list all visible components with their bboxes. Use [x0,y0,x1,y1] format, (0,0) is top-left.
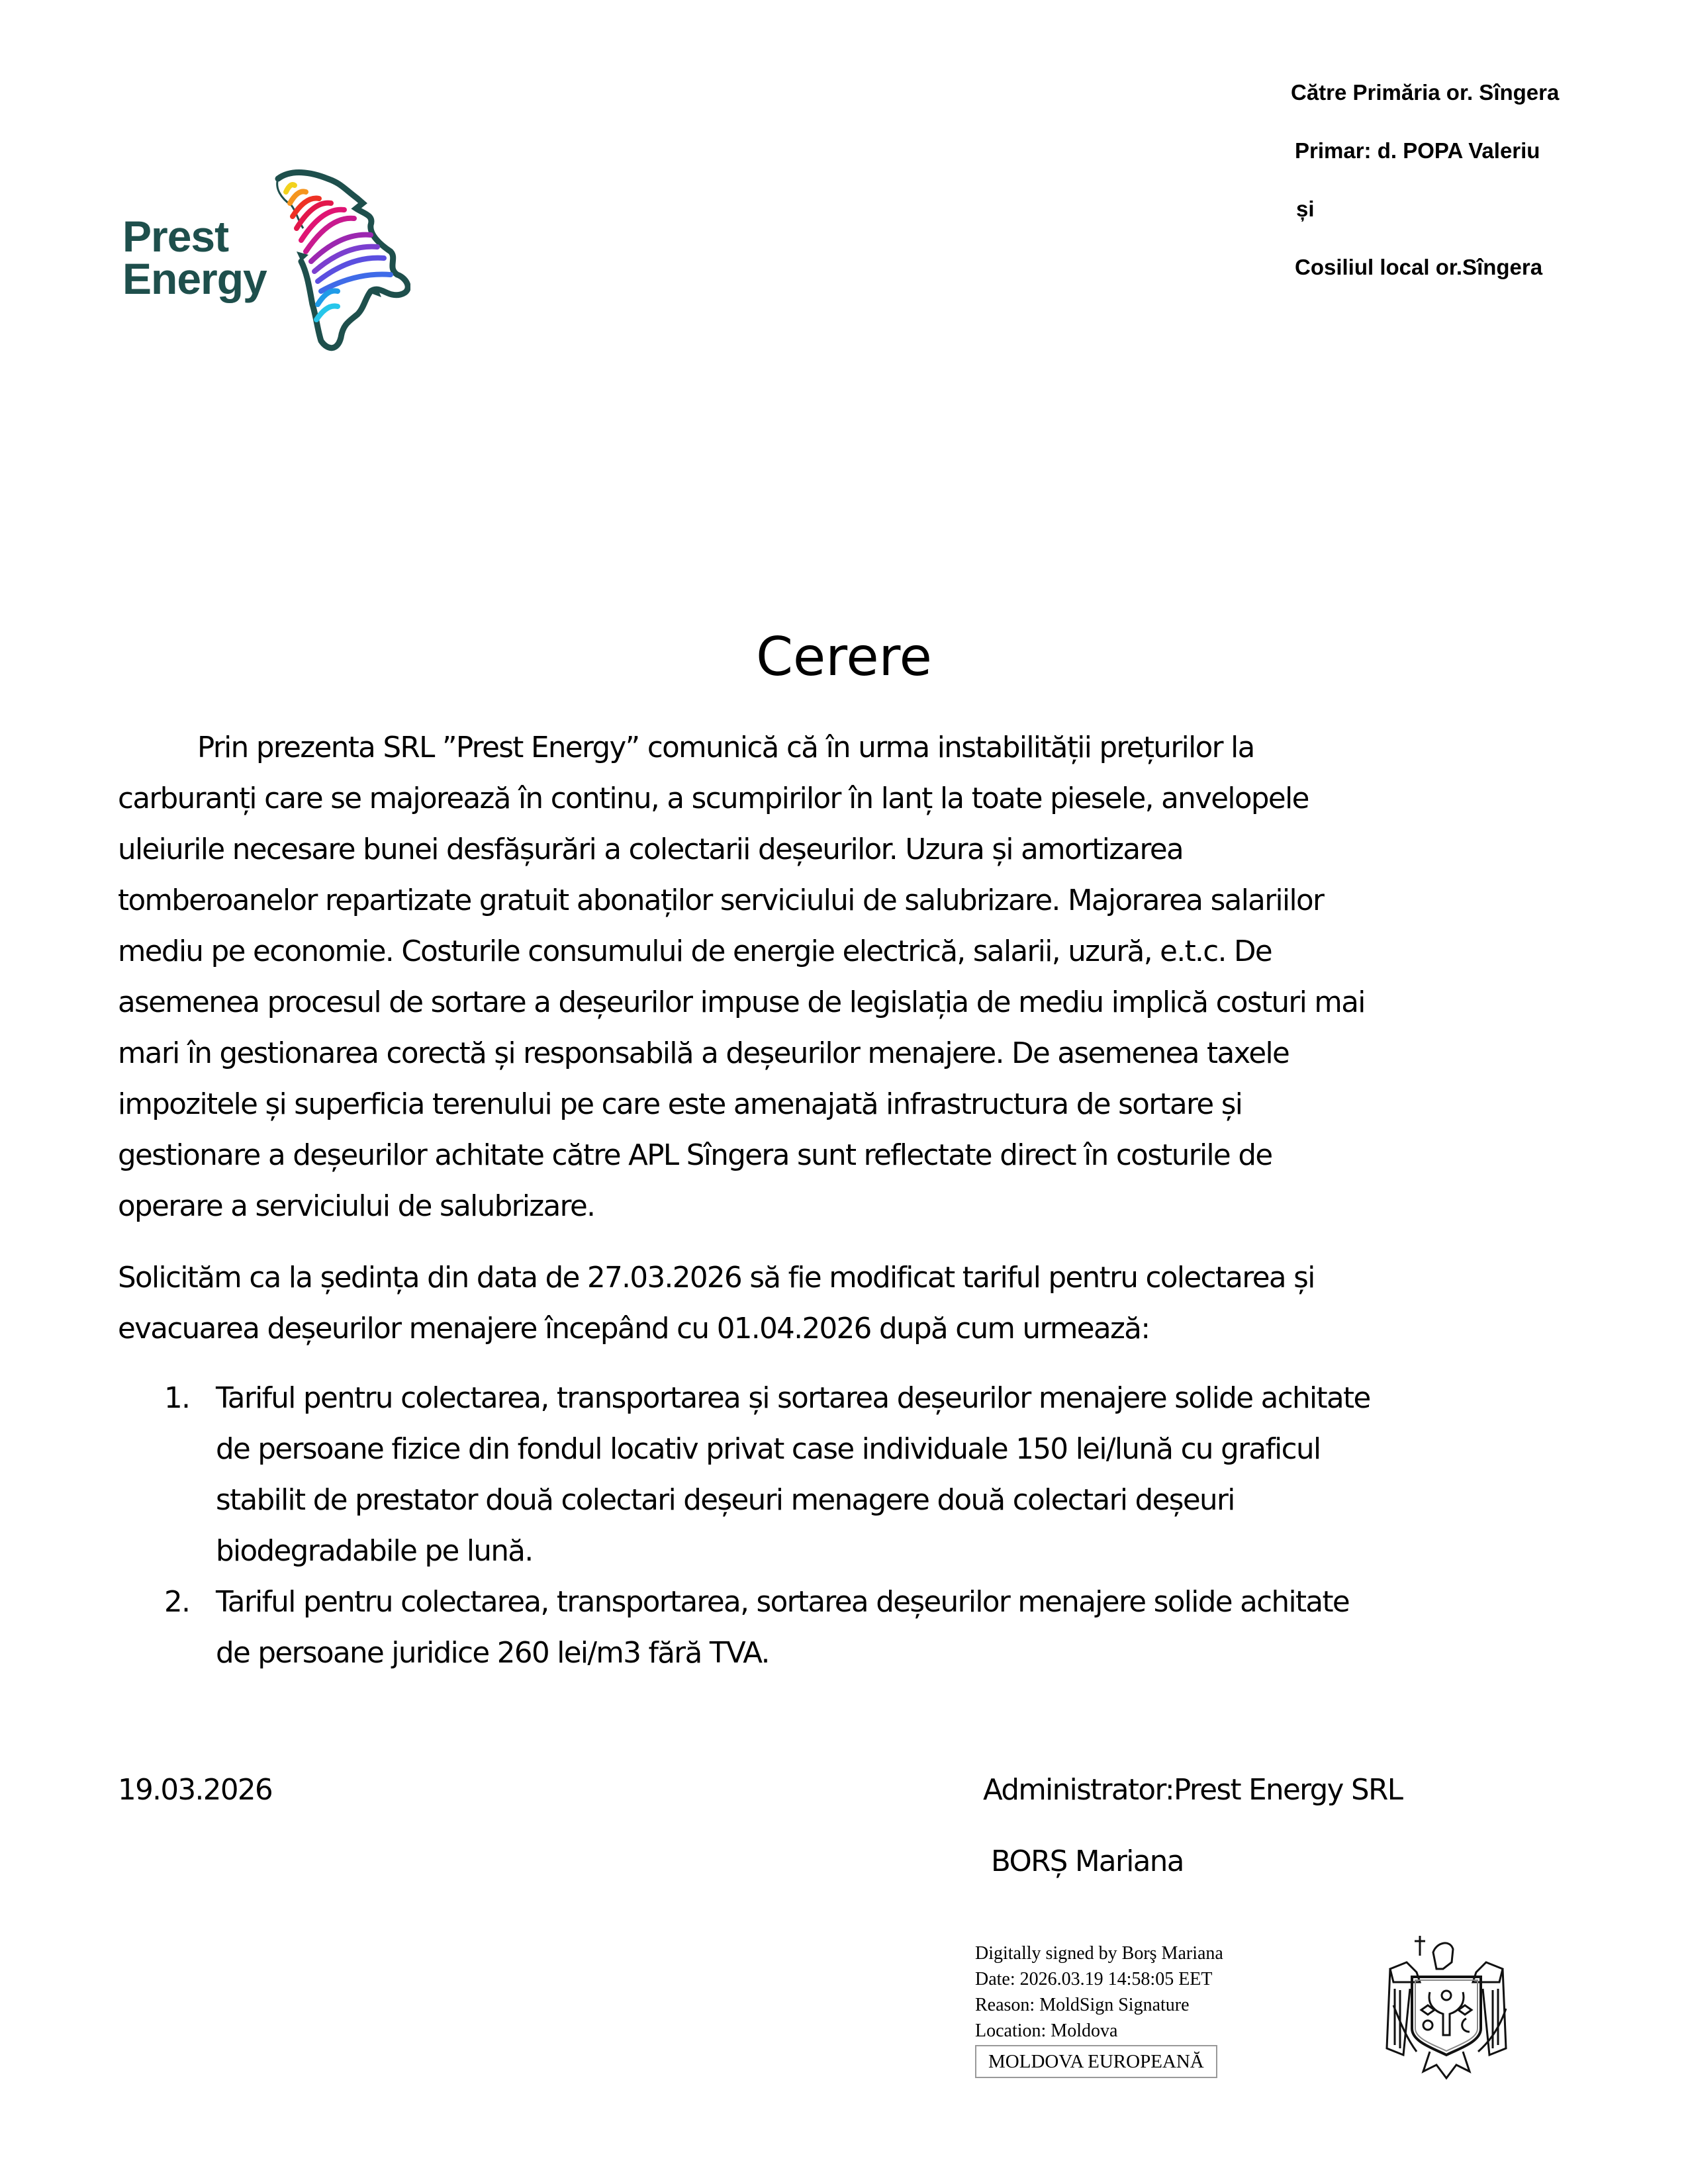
logo-line-2: Energy [122,254,267,303]
logo-stripe [286,185,295,192]
signature-reason: Reason: MoldSign Signature [975,1995,1190,2015]
signature-location: Location: Moldova [975,2021,1118,2041]
paragraph-line: asemenea procesul de sortare a deșeurilor impuse de legislația de mediu implică costuri mai [118,986,1365,1019]
addressee-line-3: și [1296,197,1315,221]
signature-date: Date: 2026.03.19 14:58:05 EET [975,1969,1213,1989]
logo-wordmark [122,212,267,303]
paragraph-line: impozitele și superficia terenului pe care este amenajată infrastructura de sortare și [118,1088,1243,1121]
logo-stripes [286,185,391,320]
addressee-line-4: Cosiliul local or.Sîngera [1295,255,1543,279]
list-item-line: stabilit de prestator două colectari deșeuri menagere două colectari deșeuri [216,1484,1235,1517]
list-item-line: de persoane fizice din fondul locativ privat case individuale 150 lei/lună cu graficul [216,1433,1321,1466]
paragraph-line: mari în gestionarea corectă și responsabilă a deșeurilor menajere. De asemenea taxele [118,1037,1289,1070]
logo-line-1: Prest [122,212,229,261]
list-item-line: de persoane juridice 260 lei/m3 fără TVA. [216,1637,769,1670]
list-item-number: 2. [164,1586,190,1619]
list-item-number: 1. [164,1382,190,1415]
document-title: Cerere [756,626,932,688]
paragraph-line: operare a serviciului de salubrizare. [118,1190,595,1223]
paragraph-line: mediu pe economie. Costurile consumului de energie electrică, salarii, uzură, e.t.c. De [118,935,1272,968]
paragraph-request [118,1253,1574,1355]
signer-name: BORȘ Mariana [991,1845,1184,1878]
moldova-coat-of-arms-icon [1380,1929,1513,2081]
prest-energy-logo [119,162,410,354]
signature-signed-by: Digitally signed by Borş Mariana [975,1943,1223,1964]
paragraph-line: tomberoanelor repartizate gratuit abonaților serviciului de salubrizare. Majorarea salariilor [118,884,1324,917]
moldova-map-icon [265,162,410,354]
list-item-line: biodegradabile pe lună. [216,1535,533,1568]
paragraph-line: Solicităm ca la ședința din data de 27.03.2026 să fie modificat tariful pentru colectarea și [118,1261,1315,1295]
digital-signature-block [975,1940,1223,2078]
paragraph-line: uleiurile necesare bunei desfășurări a colectarii deșeurilor. Uzura și amortizarea [118,833,1184,866]
administrator-label: Administrator:Prest Energy SRL [983,1774,1403,1807]
document-date: 19.03.2026 [118,1774,273,1807]
list-item-line: Tariful pentru colectarea, transportarea și sortarea deșeurilor menajere solide achitate [216,1382,1370,1415]
paragraph-justification [118,723,1574,1232]
paragraph-line: evacuarea deșeurilor menajere începând cu 01.04.2026 după cum urmează: [118,1312,1150,1345]
paragraph-line: gestionare a deșeurilor achitate către APL Sîngera sunt reflectate direct în costurile de [118,1139,1272,1172]
addressee-line-1: Către Primăria or. Sîngera [1291,80,1560,105]
list-item [118,1577,1607,1679]
list-item-line: Tariful pentru colectarea, transportarea, sortarea deșeurilor menajere solide achitate [216,1586,1350,1619]
tariff-list [118,1373,1607,1679]
list-item [118,1373,1607,1577]
logo-stripe [316,306,338,320]
signature-stamp: MOLDOVA EUROPEANĂ [975,2045,1217,2078]
paragraph-line: carburanți care se majorează în continu, a scumpirilor în lanț la toate piesele, anvelopele [118,782,1309,815]
paragraph-line: Prin prezenta SRL ”Prest Energy” comunică că în urma instabilității prețurilor la [197,731,1254,764]
addressee-line-2: Primar: d. POPA Valeriu [1295,138,1540,163]
